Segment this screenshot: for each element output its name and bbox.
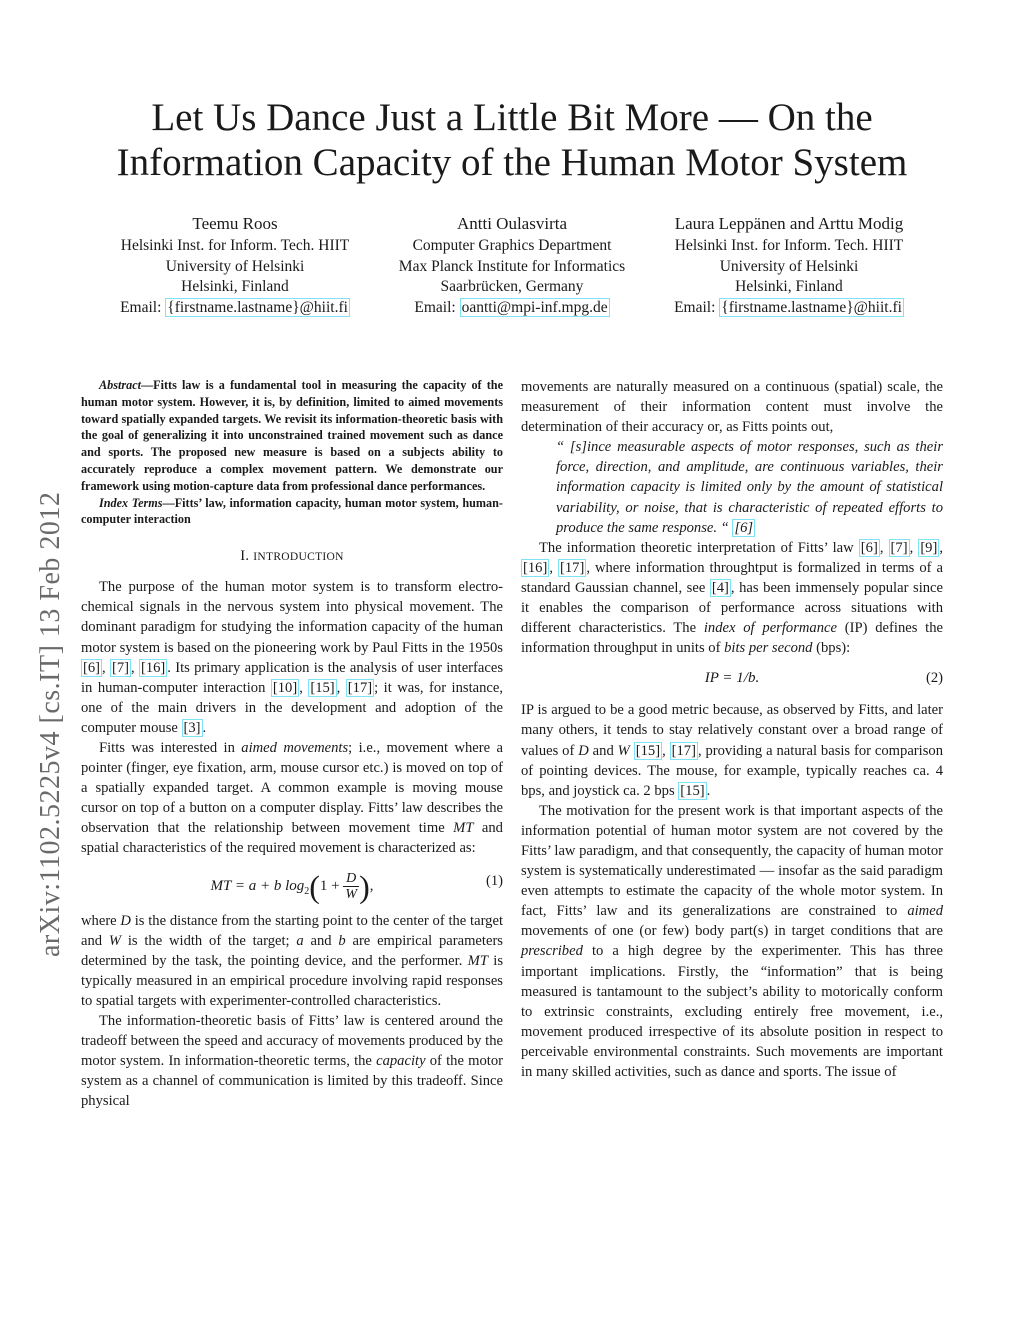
author-email-link[interactable]: {firstname.lastname}@hiit.fi [167,298,348,316]
citation-link[interactable]: [7] [111,659,130,676]
right-paragraph-3: IP is argued to be a good metric because, as observed by Fitts, and later many others, it tends to stay relatively constant over a broad range of values of D and W [15] , [17] , providing a natural basis for comparison of pointing devices. The mouse, for example, typically reaches ca. 4 bps, and joystick ca. 2 bps [15] . [521,702,943,799]
author-affiliation: Helsinki Inst. for Inform. Tech. HIIT [120,237,350,254]
author-block-2 [370,212,654,318]
author-block-3 [634,212,944,318]
citation-link[interactable]: [6] [860,539,878,556]
author-university: University of Helsinki [719,257,859,275]
citation-link[interactable]: [17] [671,742,696,759]
citation-link[interactable]: [3] [183,719,201,736]
author-university: Max Planck Institute for Informatics [398,257,626,275]
author-name: Teemu Roos [192,214,278,233]
author-location: Saarbrücken, Germany [440,278,584,295]
citation-link[interactable]: [4] [711,579,729,596]
citation-link[interactable]: [7] [890,539,908,556]
author-email-link[interactable]: oantti@mpi-inf.mpg.de [461,298,608,316]
equation-number: (1) [485,872,503,889]
author-affiliation: Computer Graphics Department [412,237,612,254]
citation-link[interactable]: [15] [635,742,661,759]
left-column [81,377,503,1112]
citation-link[interactable]: [6] [734,519,754,536]
citation-link[interactable]: [17] [559,559,585,576]
right-paragraph-4: The motivation for the present work is that important aspects of the information potential of human motor system are not covered by the Fitts’ law paradigm, and that consequently, the capacity of human motor system is systematically underestimated — insofar as the said paradigm even attempts to estimate the capacity of the whole motor system. In fact, Fitts’ law and its generalizations are constrained to aimed movements of one (or few) body part(s) in target conditions that are prescribed to a high degree by the experimenter. This has three important implications. Firstly, the “information” that is being measured is tantamount to the subject’s ability to motorically conform to extrinsic constraints, excluding entirely free movement, i.e., movement produced irrespective of its absolute position in respect to perceivable environmental constraints. Such movements are important in many skilled activities, such as dance and sports. The issue of [521,802,943,1080]
citation-link[interactable]: [16] [523,559,548,576]
title-line-1: Let Us Dance Just a Little Bit More — On the [151,96,873,139]
intro-paragraph-2: Fitts was interested in aimed movements; i.e., movement where a pointer (finger, eye fixation, arm, mouse cursor etc.) is moved on top of a spatially expanded target. A common example is moving mouse cursor on top of a button on a computer display. Fitts’ law describes the observation that the relationship between movement time MT and spatial characteristics of the required movement is characterized as: [81,740,503,857]
index-terms: Index Terms—Fitts’ law, information capacity, human motor system, human-computer interaction [81,495,503,527]
citation-link[interactable]: [16] [140,659,166,676]
equation-number: (2) [925,670,943,687]
author-location: Helsinki, Finland [735,278,843,295]
author-email-link[interactable]: {firstname.lastname}@hiit.fi [721,298,902,316]
title-line-2: Information Capacity of the Human Motor System [116,141,908,184]
author-block-1 [80,212,390,318]
citation-link[interactable]: [15] [680,782,705,799]
author-affiliation: Helsinki Inst. for Inform. Tech. HIIT [674,237,904,254]
arxiv-stamp: arXiv:1102.5225v4 [cs.IT] 13 Feb 2012 [35,491,66,957]
fitts-quote: “ [s]ince measurable aspects of motor responses, such as their force, direction, and amplitude, are continuous variables, their information capacity is limited only by the amount of statistical variability, or noise, that is characteristic of repeated efforts to produce the same response. “ [6] [556,439,943,536]
citation-link[interactable]: [10] [272,679,298,696]
intro-paragraph-3: where D is the distance from the starting point to the center of the target and W is the width of the target; a and b are empirical parameters determined by the task, the pointing device, and the performer. MT is typically measured in an empirical procedure involving rapid responses to spatial targets with experimenter-controlled characteristics. [81,912,504,1009]
equation-1: MT = a + b $\log_2(1$ + $\frac{D}{W}$ ), (1) [210,868,503,905]
section-title: INTRODUCTION [253,551,344,564]
citation-link[interactable]: [6] [83,659,101,676]
right-column [521,377,943,1082]
author-email-row: Email: oantti@mpi-inf.mpg.de [414,298,608,316]
author-email-row: Email: {firstname.lastname}@hiit.fi [120,298,348,316]
intro-paragraph-4: The information-theoretic basis of Fitts’ law is centered around the tradeoff between the speed and accuracy of movements produced by the motor system. In information-theoretic terms, the capacity of the motor system as a channel of communication is limited by this tradeoff. Since physical [81,1013,503,1110]
author-email-row: Email: {firstname.lastname}@hiit.fi [674,298,902,316]
author-name: Antti Oulasvirta [456,214,567,233]
author-location: Helsinki, Finland [181,278,289,295]
right-paragraph-1: movements are naturally measured on a continuous (spatial) scale, the measurement of their information content must involve the determination of their accuracy or, as Fitts points out, [521,379,943,436]
intro-paragraph-1: The purpose of the human motor system is to transform electro-chemical signals in the nervous system into physical movement. The dominant paradigm for studying the information capacity of the human motor system is based on the pioneering work by Paul Fitts in the 1950s [6] , [7] , [16] . Its primary application is the analysis of user interfaces in human-computer interaction [10] , [15] , [17] ; it was, for instance, one of the main drivers in the development and adoption of the computer mouse [3] . [81,579,504,736]
citation-link[interactable]: [17] [347,679,373,696]
abstract: Abstract—Fitts law is a fundamental tool in measuring the capacity of the human motor system. However, it is, by definition, limited to aimed movements toward spatially expanded targets. We revisit its information-theoretic basis with the goal of generalizing it into unconstrained trained movement such as dance and sports. The proposed new measure is based on a subjects ability to accurately reproduce a complex movement pattern. We demonstrate our framework using motion-capture data from professional dance performances. [81,378,503,493]
citation-link[interactable]: [15] [310,679,335,696]
author-name: Laura Leppänen and Arttu Modig [674,214,904,233]
right-paragraph-2: The information theoretic interpretation of Fitts’ law [6] , [7] , [9] , [16] , [17] , where information throughtput is formalized in terms of a standard Gaussian channel, see [4] , has been immensely popular since it enables the comparison of performance across situations with different characteristics. The index of performance (IP) defines the information throughput in units of bits per second (bps): [521,539,944,657]
section-heading: I. INTRODUCTION [240,548,344,565]
equation-2: IP = 1/b. (2) [521,660,943,696]
paper-title [60,95,964,185]
author-university: University of Helsinki [165,257,305,275]
citation-link[interactable]: [9] [920,539,938,556]
